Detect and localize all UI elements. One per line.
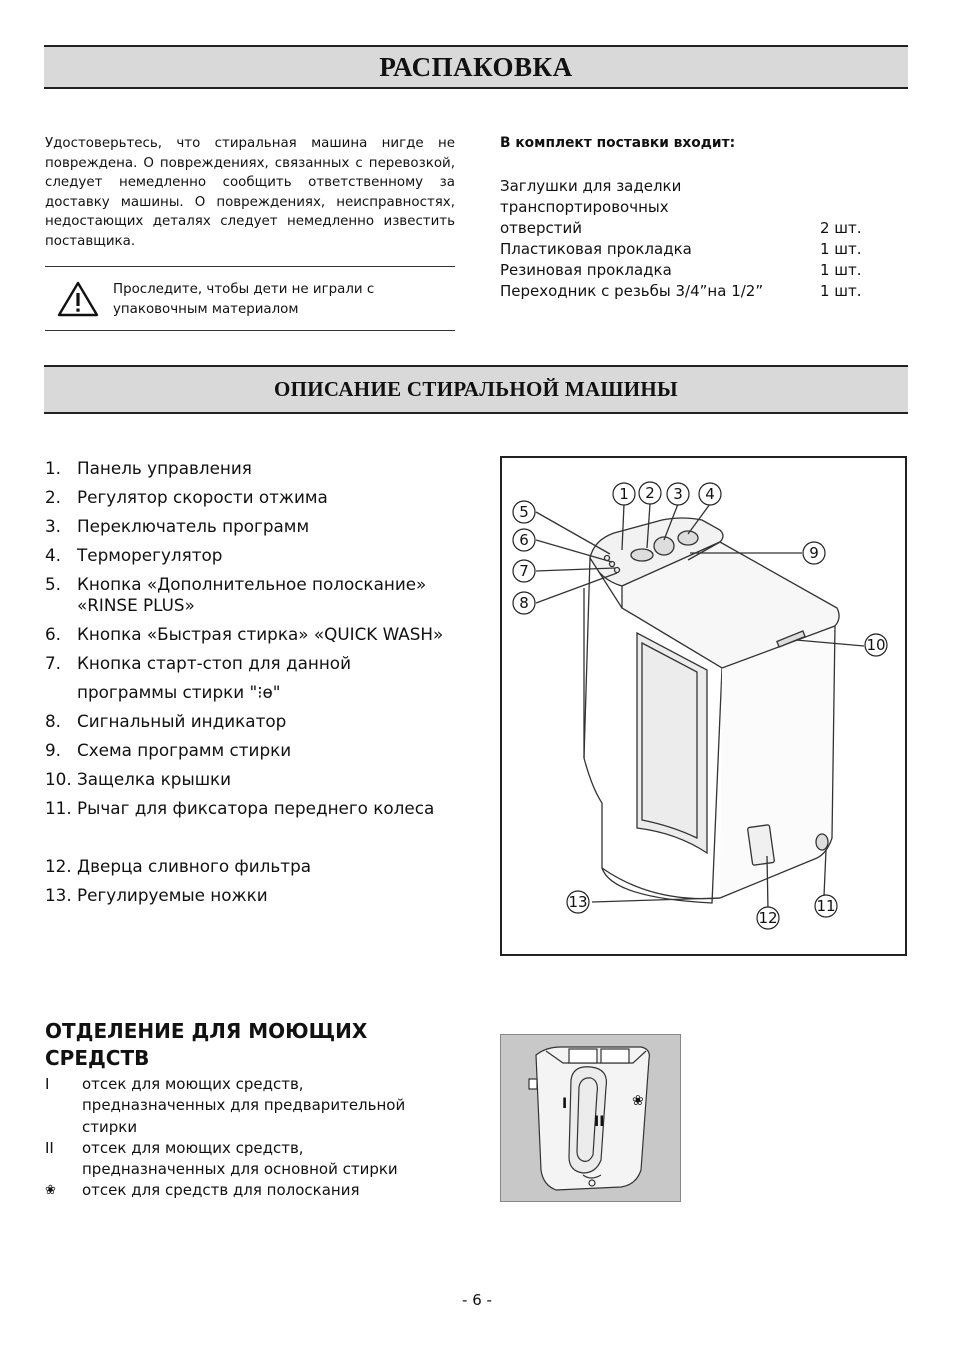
page-title: РАСПАКОВКА <box>44 45 908 89</box>
list-item: II отсек для моющих средств, предназначенных для основной стирки <box>45 1138 398 1179</box>
callout-1: 1 <box>619 485 629 503</box>
kit-item: Заглушки для заделки транспортировочных <box>500 177 682 216</box>
compartment-2-label: II <box>594 1114 605 1130</box>
list-item: 1. Панель управления <box>45 458 252 478</box>
kit-list <box>500 176 870 302</box>
list-item: 6. Кнопка «Быстрая стирка» «QUICK WASH» <box>45 624 444 644</box>
list-item: 11. Рычаг для фиксатора переднего колеса <box>45 798 435 818</box>
callout-8: 8 <box>519 594 529 612</box>
callout-5: 5 <box>519 503 529 521</box>
intro-paragraph: Удостоверьтесь, что стиральная машина нигде не повреждена. О повреждениях, связанных с перевозкой, следует немедленно сообщить ответственному за доставку машины. О повреждениях, неисправностях, недостающих деталях следует немедленно известить поставщика. <box>45 136 455 249</box>
callout-9: 9 <box>809 544 819 562</box>
callout-7: 7 <box>519 562 529 580</box>
list-item: 8. Сигнальный индикатор <box>45 711 287 731</box>
callout-11: 11 <box>816 897 836 915</box>
kit-item: отверстий 2 шт. <box>500 219 862 237</box>
detergent-drawer-illustration <box>500 1034 681 1202</box>
callout-3: 3 <box>673 485 683 503</box>
list-item: ❀ отсек для средств для полоскания <box>45 1181 360 1200</box>
softener-icon: ❀ <box>632 1093 644 1109</box>
callout-2: 2 <box>645 484 655 502</box>
list-item: 7. Кнопка старт-стоп для данной программы стирки "⁝ɵ" <box>45 653 351 702</box>
list-item: 5. Кнопка «Дополнительное полоскание» «RINSE PLUS» <box>45 574 427 615</box>
detergent-list <box>45 1074 445 1202</box>
list-item: I отсек для моющих средств, предназначенных для предварительной стирки <box>45 1075 406 1136</box>
kit-item: Переходник с резьбы 3/4”на 1/2” 1 шт. <box>500 282 862 300</box>
callout-4: 4 <box>705 485 715 503</box>
list-item: 9. Схема программ стирки <box>45 740 292 760</box>
callout-13: 13 <box>568 893 588 911</box>
list-item: 3. Переключатель программ <box>45 516 310 536</box>
list-item: 10. Защелка крышки <box>45 769 232 789</box>
list-item: 12. Дверца сливного фильтра <box>45 856 312 876</box>
washing-machine-diagram <box>500 456 907 956</box>
washing-machine-drawing <box>502 458 905 954</box>
list-item: 4. Терморегулятор <box>45 545 223 565</box>
page-number: - 6 - <box>462 1291 492 1309</box>
kit-title: В комплект поставки входит: <box>500 135 736 151</box>
list-item: 2. Регулятор скорости отжима <box>45 487 328 507</box>
warning-triangle-icon <box>56 280 100 318</box>
section-title: ОПИСАНИЕ СТИРАЛЬНОЙ МАШИНЫ <box>44 365 908 414</box>
detergent-title: ОТДЕЛЕНИЕ ДЛЯ МОЮЩИХ СРЕДСТВ <box>45 1019 368 1070</box>
kit-item: Резиновая прокладка 1 шт. <box>500 261 862 279</box>
compartment-1-label: I <box>562 1096 568 1112</box>
callout-10: 10 <box>866 636 886 654</box>
callout-6: 6 <box>519 531 529 549</box>
detergent-drawer-drawing <box>501 1035 680 1201</box>
callout-12: 12 <box>758 909 778 927</box>
list-item: 13. Регулируемые ножки <box>45 885 268 905</box>
parts-list <box>45 454 465 910</box>
kit-item: Пластиковая прокладка 1 шт. <box>500 240 862 258</box>
warning-text: Проследите, чтобы дети не играли с упаковочным материалом <box>113 282 375 317</box>
